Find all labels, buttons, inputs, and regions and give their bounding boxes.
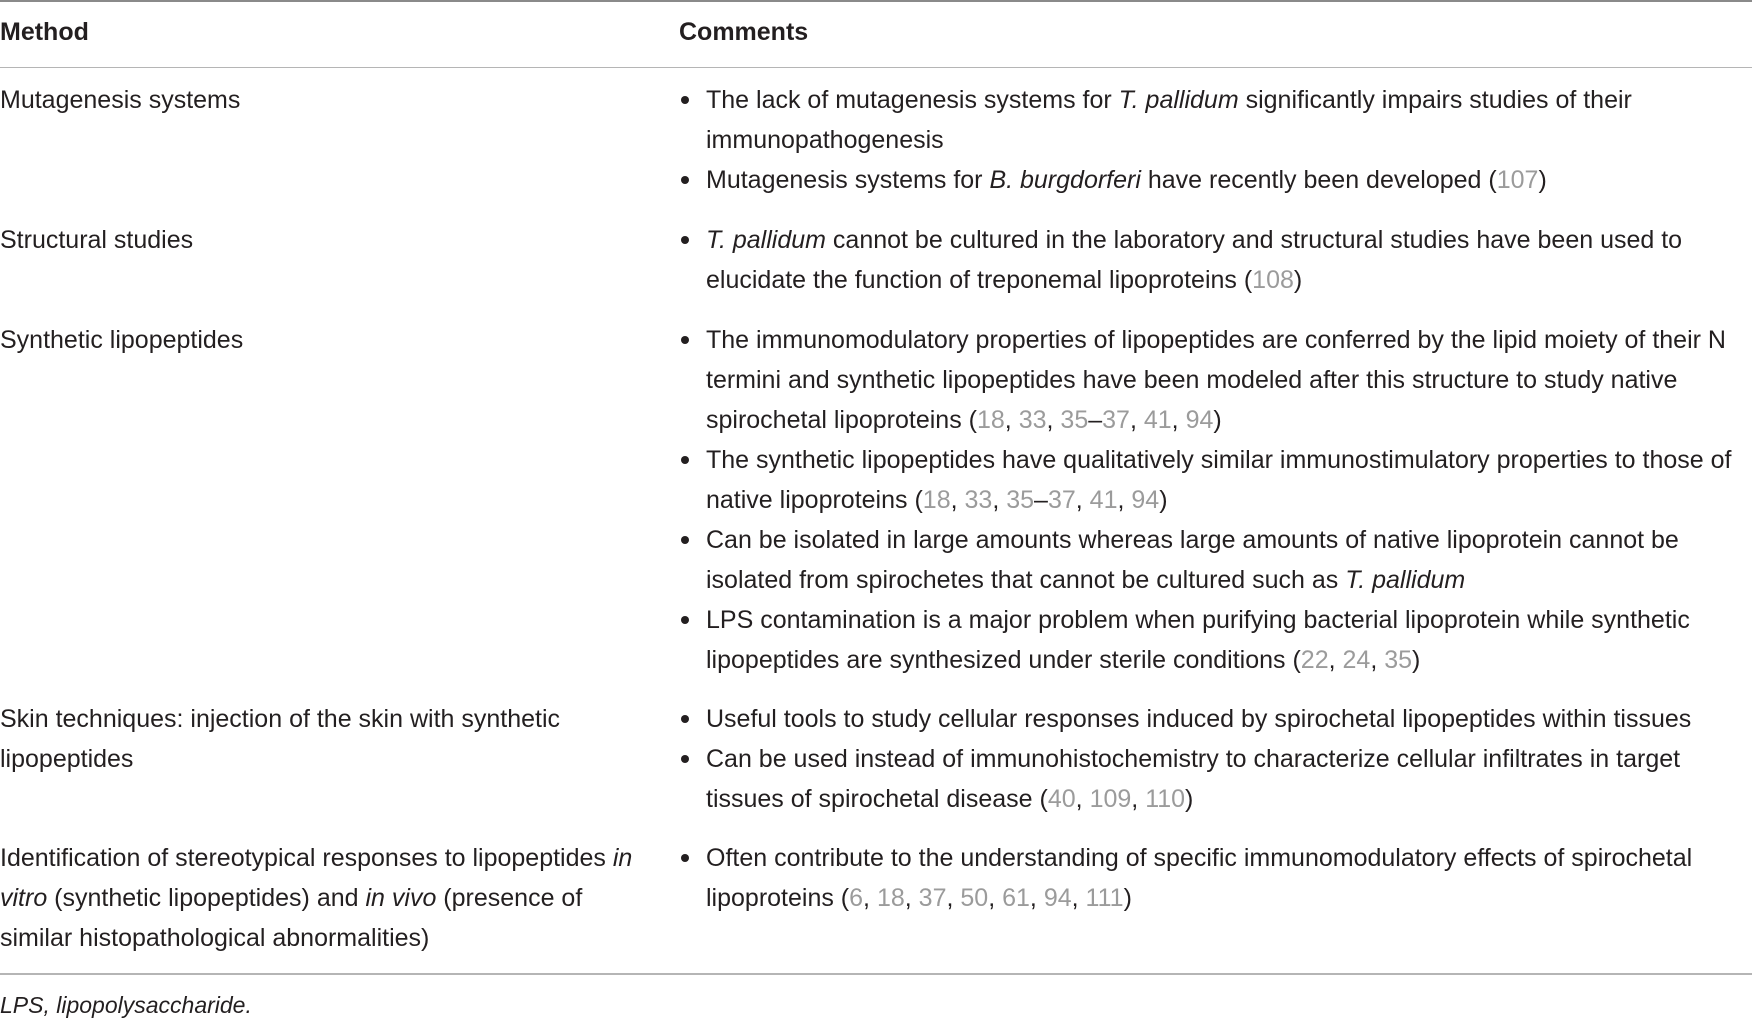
separator: , — [1075, 486, 1090, 514]
table-bottom-rule — [0, 973, 1752, 975]
comment-text: ) — [1159, 486, 1168, 514]
comments-cell — [679, 320, 1752, 680]
reference-link[interactable]: 37 — [1047, 486, 1076, 514]
method-text: Synthetic lipopeptides — [0, 326, 244, 354]
method-cell — [0, 220, 640, 260]
reference-link[interactable]: 24 — [1342, 646, 1371, 674]
separator: , — [904, 884, 919, 912]
method-text: Structural studies — [0, 226, 194, 254]
method-text: Identification of stereotypical responses to lipopeptides — [0, 844, 613, 872]
comment-text: cannot be cultured in the laboratory and structural studies have been used to elucidate the function of treponemal lipoproteins ( — [706, 226, 1683, 294]
bullet-dot — [681, 536, 689, 544]
separator: , — [988, 884, 1003, 912]
separator: – — [1034, 486, 1048, 514]
reference-link[interactable]: 33 — [1018, 406, 1047, 434]
method-cell — [0, 80, 640, 120]
separator: , — [1131, 785, 1146, 813]
comment-text: ) — [1185, 785, 1194, 813]
method-cell — [0, 320, 640, 360]
comment-text: ) — [1538, 166, 1547, 194]
reference-link[interactable]: 41 — [1143, 406, 1172, 434]
table-footnote: LPS, lipopolysaccharide. — [0, 992, 252, 1018]
comment-text: The synthetic lipopeptides have qualitatively similar immunostimulatory properties to those of native lipoproteins ( — [706, 446, 1732, 514]
comment-bullet — [679, 699, 1752, 739]
reference-link[interactable]: 37 — [1102, 406, 1130, 434]
comment-text: ) — [1123, 884, 1132, 912]
bullet-dot — [681, 176, 689, 184]
species-name: T. pallidum — [1345, 566, 1466, 594]
comment-bullet — [679, 320, 1752, 440]
comments-cell — [679, 838, 1752, 918]
reference-link[interactable]: 111 — [1085, 884, 1124, 912]
separator: , — [1046, 406, 1061, 434]
separator: , — [1075, 785, 1090, 813]
bullet-dot — [681, 755, 689, 763]
reference-link[interactable]: 61 — [1002, 884, 1030, 912]
method-cell — [0, 838, 640, 958]
separator: , — [1071, 884, 1086, 912]
comment-text: Can be used instead of immunohistochemistry to characterize cellular infiltrates in target tissues of spirochetal disease ( — [706, 745, 1681, 813]
comment-bullet — [679, 80, 1752, 160]
reference-link[interactable]: 110 — [1145, 785, 1186, 813]
separator: , — [1370, 646, 1385, 674]
reference-link[interactable]: 108 — [1252, 266, 1294, 294]
bullet-dot — [681, 236, 689, 244]
reference-link[interactable]: 33 — [964, 486, 993, 514]
separator: , — [1171, 406, 1186, 434]
reference-link[interactable]: 6 — [849, 884, 864, 912]
reference-link[interactable]: 35 — [1006, 486, 1035, 514]
reference-link[interactable]: 35 — [1384, 646, 1413, 674]
comment-bullet — [679, 160, 1752, 200]
reference-link[interactable]: 109 — [1089, 785, 1132, 813]
comment-bullet — [679, 838, 1752, 918]
header-rule — [0, 67, 1752, 68]
reference-link[interactable]: 22 — [1300, 646, 1329, 674]
reference-link[interactable]: 50 — [960, 884, 989, 912]
comment-text: significantly impairs studies of their immunopathogenesis — [706, 86, 1632, 154]
bullet-dot — [681, 336, 689, 344]
comment-bullet — [679, 739, 1752, 819]
comment-text: ) — [1412, 646, 1421, 674]
separator: , — [1117, 486, 1132, 514]
header-method: Method — [0, 18, 89, 46]
comment-text: ) — [1293, 266, 1303, 294]
separator: , — [863, 884, 877, 912]
comment-text: LPS contamination is a major problem when purifying bacterial lipoprotein while synthetic lipopeptides are synthesized under sterile conditions ( — [706, 606, 1690, 674]
method-cell — [0, 699, 640, 779]
comment-text: The lack of mutagenesis systems for — [706, 86, 1119, 114]
bullet-dot — [681, 96, 689, 104]
separator: , — [946, 884, 961, 912]
comment-bullet — [679, 600, 1752, 680]
comment-text: Can be isolated in large amounts whereas large amounts of native lipoprotein cannot be isolated from spirochetes that cannot be cultured such as — [706, 526, 1679, 594]
reference-link[interactable]: 94 — [1043, 884, 1072, 912]
reference-link[interactable]: 94 — [1185, 406, 1214, 434]
bullet-dot — [681, 715, 689, 723]
bullet-dot — [681, 456, 689, 464]
bullet-dot — [681, 854, 689, 862]
comment-text: Mutagenesis systems for — [706, 166, 990, 194]
separator: – — [1088, 406, 1103, 434]
species-name: T. pallidum — [1118, 86, 1239, 114]
comments-cell — [679, 699, 1752, 819]
comment-text: Useful tools to study cellular responses induced by spirochetal lipopeptides within tissues — [706, 705, 1692, 733]
bullet-dot — [681, 616, 689, 624]
separator: , — [1029, 884, 1044, 912]
comment-text: Often contribute to the understanding of specific immunomodulatory effects of spirochetal lipoproteins ( — [706, 844, 1693, 912]
comment-bullet — [679, 220, 1752, 300]
reference-link[interactable]: 41 — [1089, 486, 1118, 514]
comments-cell — [679, 80, 1752, 200]
comment-text: have recently been developed ( — [1140, 166, 1497, 194]
separator: , — [1004, 406, 1019, 434]
method-text: (presence of similar histopathological abnormalities) — [0, 884, 583, 952]
table-top-rule — [0, 0, 1752, 2]
species-name: B. burgdorferi — [989, 166, 1141, 194]
species-name: T. pallidum — [706, 226, 826, 254]
comment-bullet — [679, 440, 1752, 520]
comment-bullet — [679, 520, 1752, 600]
method-text: (synthetic lipopeptides) and — [47, 884, 366, 912]
comment-text: ) — [1213, 406, 1222, 434]
reference-link[interactable]: 18 — [876, 884, 905, 912]
separator: , — [992, 486, 1007, 514]
reference-link[interactable]: 18 — [976, 406, 1005, 434]
comments-cell — [679, 220, 1752, 300]
method-text: Skin techniques: injection of the skin with synthetic lipopeptides — [0, 705, 561, 773]
reference-link[interactable]: 18 — [922, 486, 951, 514]
separator: , — [1328, 646, 1343, 674]
header-comments: Comments — [679, 18, 809, 46]
reference-link[interactable]: 107 — [1496, 166, 1539, 194]
reference-link[interactable]: 35 — [1060, 406, 1089, 434]
reference-link[interactable]: 40 — [1047, 785, 1076, 813]
comment-text: The immunomodulatory properties of lipopeptides are conferred by the lipid moiety of their N termini and synthetic lipopeptides have been modeled after this structure to study native spirochetal lipoproteins ( — [706, 326, 1726, 434]
separator: , — [950, 486, 965, 514]
method-text: Mutagenesis systems — [0, 86, 241, 114]
separator: , — [1129, 406, 1144, 434]
reference-link[interactable]: 37 — [918, 884, 947, 912]
method-text-italic: in vitro — [0, 844, 633, 912]
reference-link[interactable]: 94 — [1131, 486, 1160, 514]
method-text-italic: in vivo — [365, 884, 437, 912]
